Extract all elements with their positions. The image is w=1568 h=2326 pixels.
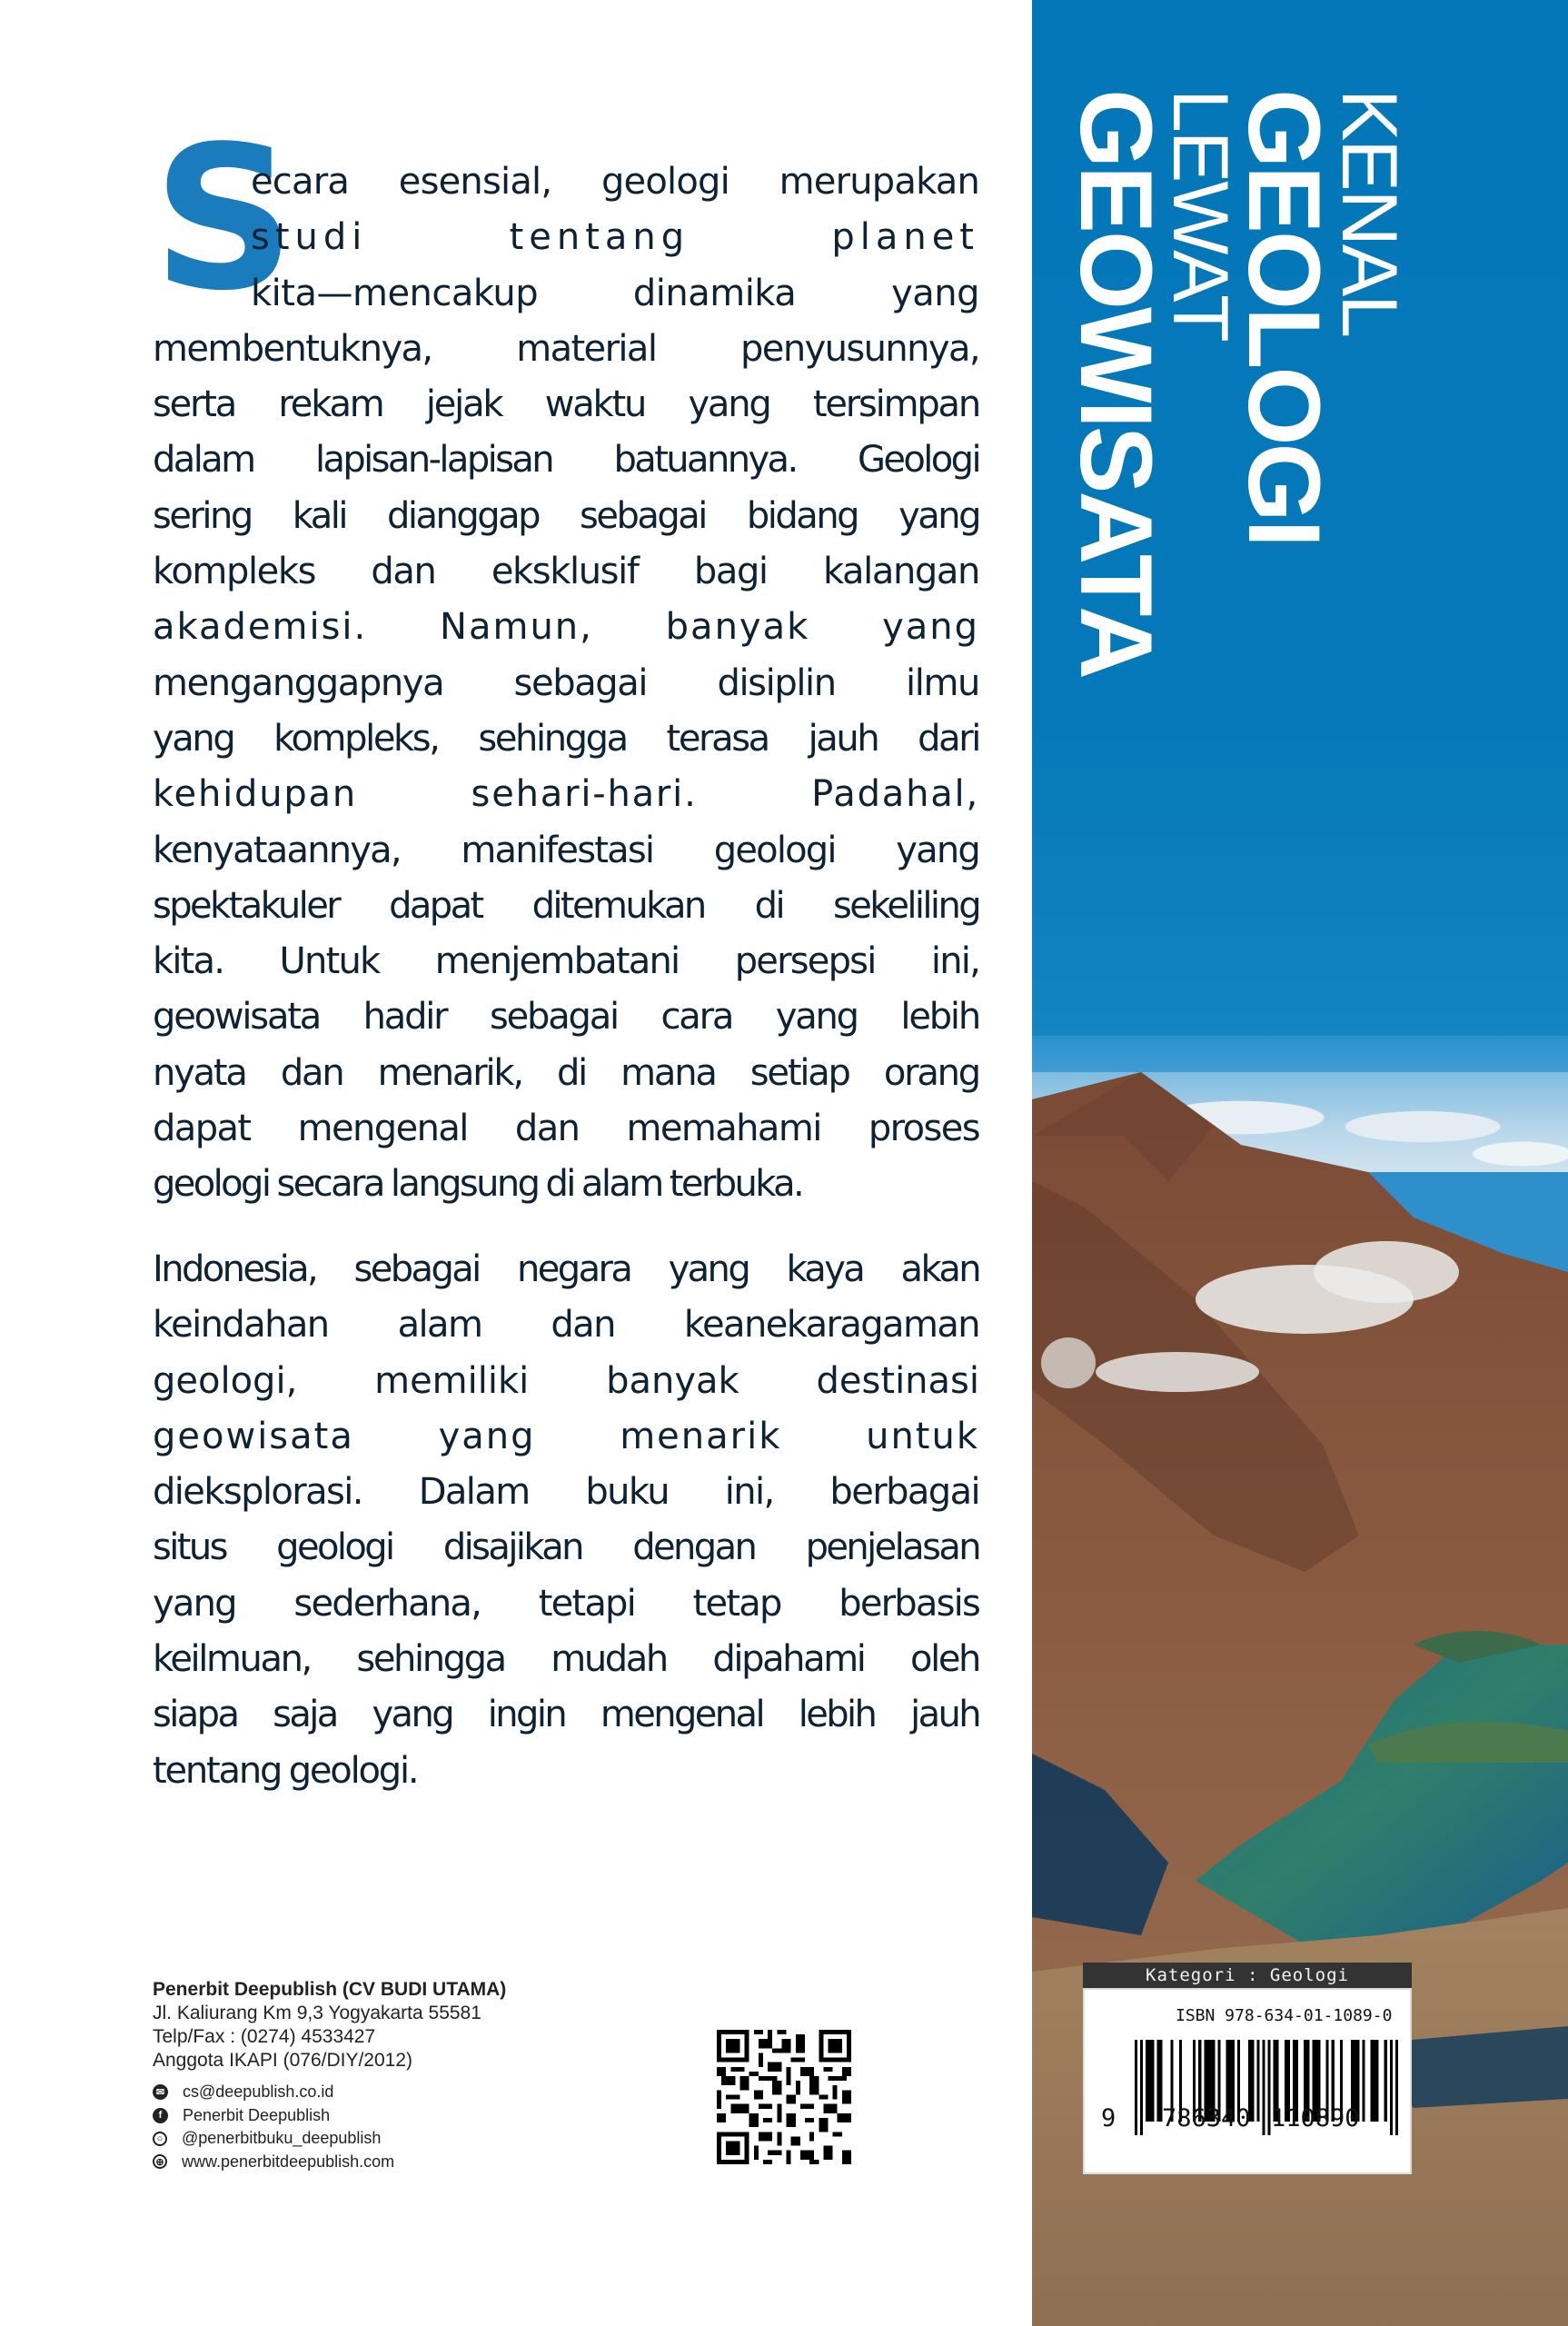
barcode-bar (1140, 2040, 1143, 2135)
paragraph-1 (153, 154, 979, 1213)
text-line: geowisata yang menarik untuk (153, 1415, 979, 1457)
barcode-bar (1395, 2040, 1398, 2135)
text-line: menganggapnya sebagai disiplin ilmu (153, 661, 979, 704)
contact-instagram-text[interactable]: @penerbitbuku_deepublish (182, 2129, 382, 2148)
barcode-bar (1370, 2040, 1373, 2122)
barcode-bar (1135, 2040, 1137, 2135)
barcode-bar (1374, 2040, 1376, 2122)
barcode-bar (1251, 2040, 1254, 2122)
instagram-icon: ○ (153, 2132, 167, 2146)
text-line: geologi, memiliki banyak destinasi (153, 1359, 979, 1402)
text-line: ecara esensial, geologi merupakan (251, 161, 979, 203)
contact-website[interactable] (153, 2151, 394, 2174)
text-line: kompleks dan eksklusif bagi kalangan (153, 551, 979, 593)
barcode-bar (1151, 2040, 1154, 2122)
text-line: kita. Untuk menjembatani persepsi ini, (153, 940, 979, 983)
text-line: kenyataannya, manifestasi geologi yang (153, 829, 979, 871)
text-line: Indonesia, sebagai negara yang kaya akan (153, 1248, 979, 1290)
barcode-bar (1256, 2040, 1259, 2122)
barcode-bar (1390, 2040, 1393, 2135)
facebook-icon: f (153, 2108, 168, 2123)
text-line: serta rekam jejak waktu yang tersimpan (153, 383, 979, 426)
text-line: keindahan alam dan keanekaragaman (153, 1304, 979, 1347)
publisher-membership: Anggota IKAPI (076/DIY/2012) (153, 2050, 413, 2071)
text-line: kita—mencakup dinamika yang (251, 272, 979, 314)
text-line: akademisi. Namun, banyak yang (153, 606, 979, 649)
barcode-bar (1376, 2040, 1379, 2122)
text-line: dapat mengenal dan memahami proses (153, 1108, 979, 1150)
publisher-contacts (153, 2081, 394, 2173)
text-line: spektakuler dapat ditemukan di sekeliling (153, 884, 979, 927)
text-line: dieksplorasi. Dalam buku ini, berbagai (153, 1471, 979, 1514)
barcode-digits-right: 110890 (1271, 2104, 1360, 2132)
text-line: yang sederhana, tetapi tetap berbasis (153, 1582, 979, 1625)
text-line: situs geologi disajikan dengan penjelasan (153, 1526, 979, 1569)
text-line: membentuknya, material penyusunnya, (153, 327, 979, 370)
isbn-number: ISBN 978-634-01-1089-0 (1176, 2006, 1393, 2025)
publisher-address: Jl. Kaliurang Km 9,3 Yogyakarta 55581 (153, 2003, 481, 2023)
text-line: geowisata hadir sebagai cara yang lebih (153, 996, 979, 1039)
text-line: studi tentang planet (251, 216, 979, 259)
publisher-name: Penerbit Deepublish (CV BUDI UTAMA) (153, 1979, 507, 2000)
text-line: keilmuan, sehingga mudah dipahami oleh (153, 1638, 979, 1681)
contact-facebook-text[interactable]: Penerbit Deepublish (183, 2105, 331, 2124)
barcode-bar (1362, 2040, 1365, 2122)
publisher-info (153, 1978, 506, 2073)
text-line: yang kompleks, sehingga terasa jauh dari (153, 717, 979, 760)
contact-website-text[interactable]: www.penerbitdeepublish.com (182, 2152, 395, 2171)
publisher-phone: Telp/Fax : (0274) 4533427 (153, 2026, 376, 2047)
isbn-label (1083, 1963, 1412, 2174)
barcode-bar (1262, 2040, 1265, 2135)
text-line: sering kali dianggap sebagai bidang yang (153, 494, 979, 537)
text-line: geologi secara langsung di alam terbuka. (153, 1163, 803, 1206)
barcode-bar (1148, 2040, 1151, 2122)
mail-icon: ✉ (153, 2084, 168, 2100)
text-line: siapa saja yang ingin mengenal lebih jauh (153, 1694, 979, 1736)
text-line: tentang geologi. (153, 1749, 418, 1792)
title-geowisata: GEOWISATA (1059, 89, 1173, 678)
contact-instagram[interactable] (153, 2127, 394, 2151)
text-line: kehidupan sehari-hari. Padahal, (153, 773, 979, 816)
barcode-digits-left: 786340 (1162, 2104, 1251, 2132)
barcode-bar (1156, 2040, 1159, 2122)
barcode-bar (1146, 2040, 1148, 2122)
text-line: nyata dan menarik, di mana setiap orang (153, 1051, 979, 1094)
contact-email[interactable] (153, 2081, 394, 2104)
contact-facebook[interactable] (153, 2104, 394, 2128)
category-label: Kategori : Geologi (1083, 1963, 1412, 1988)
title-kenal: KENAL (1325, 89, 1413, 337)
barcode-panel (1083, 1988, 1412, 2174)
qr-code[interactable] (717, 2030, 851, 2164)
title-geologi: GEOLOGI (1227, 89, 1341, 545)
globe-icon: ⊕ (153, 2154, 167, 2169)
barcode-digit-first: 9 (1101, 2104, 1116, 2132)
drop-cap: S (153, 104, 296, 334)
text-line: dalam lapisan-lapisan batuannya. Geologi (153, 439, 979, 482)
title-lewat: LEWAT (1156, 89, 1244, 341)
barcode-bar (1384, 2040, 1387, 2122)
contact-email-text[interactable]: cs@deepublish.co.id (183, 2082, 334, 2102)
paragraph-2 (153, 1242, 979, 1799)
